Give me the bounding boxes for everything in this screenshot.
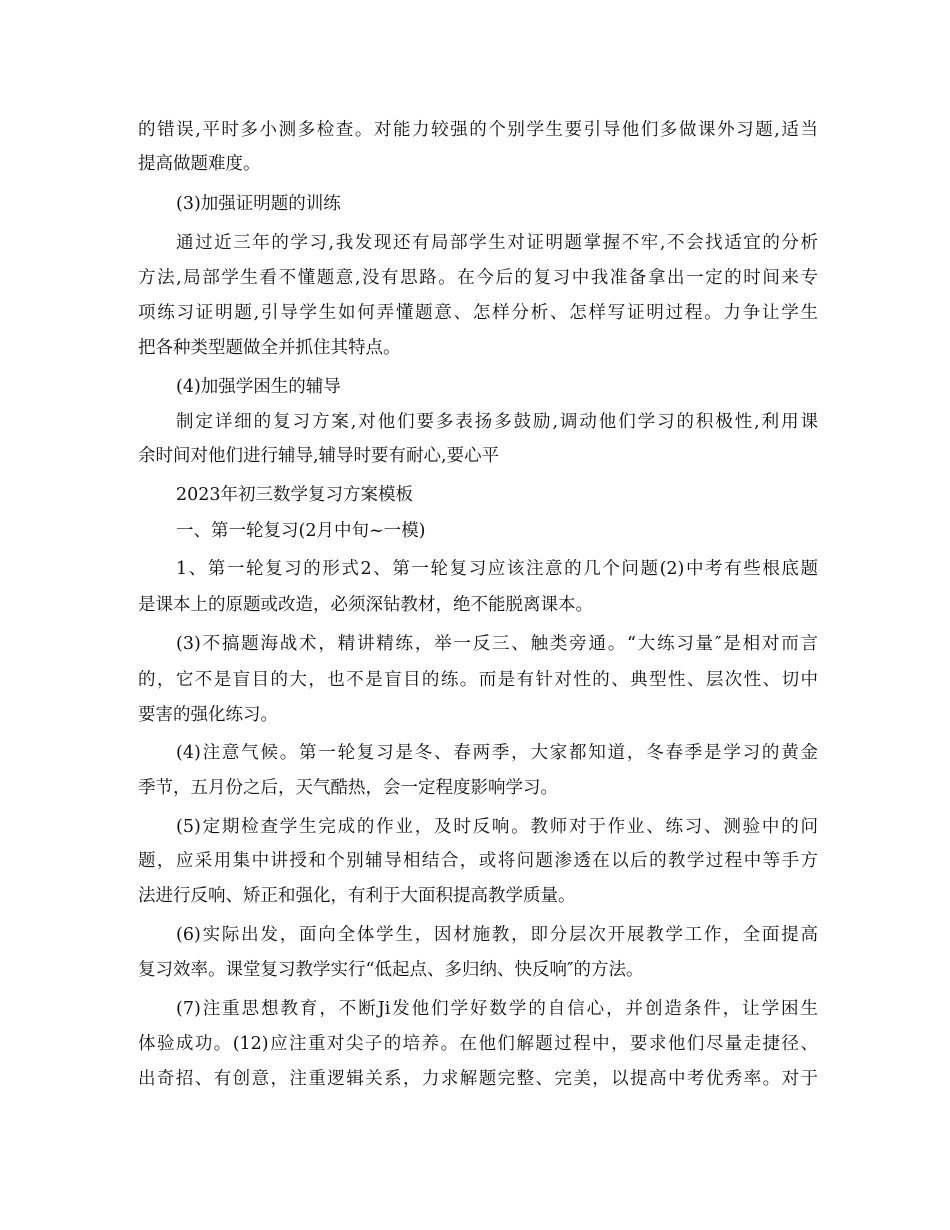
paragraph-line: (5)定期检查学生完成的作业，及时反响。教师对于作业、练习、测验中的问	[176, 817, 818, 837]
paragraph-line: 体验成功。(12)应注重对尖子的培养。在他们解题过程中，要求他们尽量走捷径、	[138, 1034, 818, 1054]
paragraph-line: 复习效率。课堂复习教学实行“低起点、多归纳、快反响″的方法。	[138, 960, 644, 980]
paragraph-line: 把各种类型题做全并抓住其特点。	[138, 338, 401, 358]
paragraph-line: 题，应采用集中讲授和个别辅导相结合，或将问题渗透在以后的教学过程中等手方	[138, 851, 818, 871]
paragraph-line: 余时间对他们进行辅导,辅导时要有耐心,要心平	[138, 446, 500, 466]
paragraph-line: 是课本上的原题或改造，必须深钻教材，绝不能脱离课本。	[138, 595, 593, 615]
section-heading: 一、第一轮复习(2月中旬~一模)	[176, 521, 426, 541]
paragraph-line: 的错误,平时多小测多检查。对能力较强的个别学生要引导他们多做课外习题,适当	[138, 120, 818, 140]
paragraph-line: 出奇招、有创意，注重逻辑关系，力求解题完整、完美，以提高中考优秀率。对于	[138, 1069, 818, 1089]
paragraph-line: 法进行反响、矫正和强化，有利于大面积提高教学质量。	[138, 886, 576, 906]
paragraph-line: (3)不搞题海战术，精讲精练，举一反三、触类旁通。“大练习量″是相对而言	[176, 634, 818, 654]
paragraph-line: 的，它不是盲目的大，也不是盲目的练。而是有针对性的、典型性、层次性、切中	[138, 670, 818, 690]
paragraph-line: 方法,局部学生看不懂题意,没有思路。在今后的复习中我准备拿出一定的时间来专	[138, 268, 818, 288]
paragraph-line: 提高做题难度。	[138, 154, 261, 174]
paragraph-line: 通过近三年的学习,我发现还有局部学生对证明题掌握不牢,不会找适宜的分析	[176, 233, 818, 253]
paragraph-line: 季节，五月份之后，天气酷热，会一定程度影响学习。	[138, 778, 558, 798]
section-heading: (3)加强证明题的训练	[176, 194, 341, 214]
paragraph-line: 要害的强化练习。	[138, 705, 278, 725]
paragraph-line: 1、第一轮复习的形式2、第一轮复习应该注意的几个问题(2)中考有些根底题	[176, 559, 818, 579]
section-heading: (4)加强学困生的辅导	[176, 377, 341, 397]
paragraph-line: (4)注意气候。第一轮复习是冬、春两季，大家都知道，冬春季是学习的黄金	[176, 743, 818, 763]
paragraph-line: 制定详细的复习方案,对他们要多表扬多鼓励,调动他们学习的积极性,利用课	[176, 412, 818, 432]
paragraph-line: (7)注重思想教育，不断Ji发他们学好数学的自信心，并创造条件，让学困生	[176, 999, 818, 1019]
document-title: 2023年初三数学复习方案模板	[176, 485, 414, 505]
paragraph-line: (6)实际出发，面向全体学生，因材施教，即分层次开展教学工作，全面提高	[176, 925, 818, 945]
paragraph-line: 项练习证明题,引导学生如何弄懂题意、怎样分析、怎样写证明过程。力争让学生	[138, 303, 818, 323]
